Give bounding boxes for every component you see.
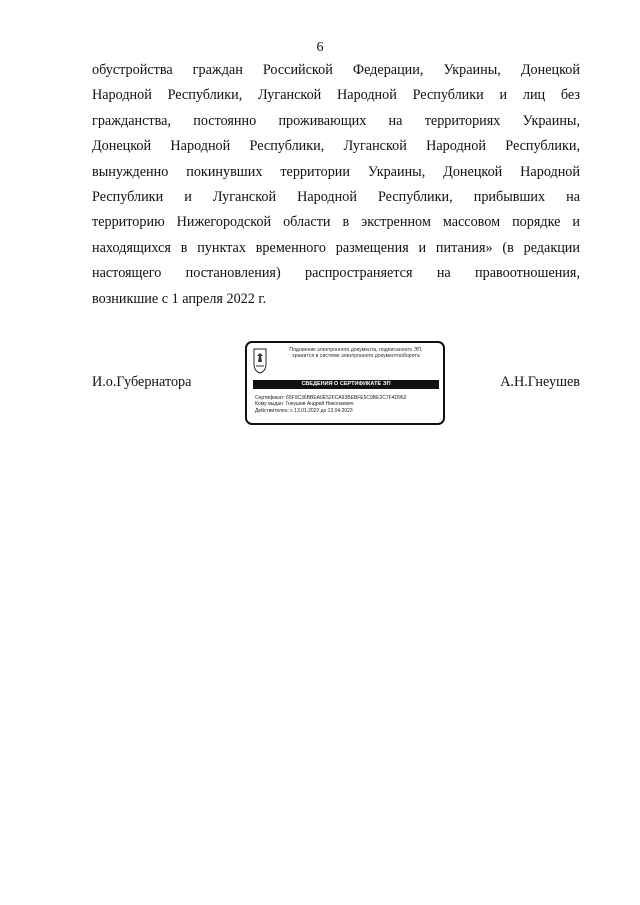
stamp-header-line: Подлинник электронного документа, подписанного ЭП, (289, 347, 423, 353)
signatory-position: И.о.Губернатора (92, 374, 192, 390)
stamp-details (255, 395, 441, 414)
issued-to-label: Кому выдан: (255, 401, 285, 408)
page-number: 6 (316, 40, 324, 55)
body-line: Народной Республики, Луганской Народной Республики и лиц без (92, 87, 580, 104)
validity-row: Действителен: с 13.01.2022 до 13.04.2023 (255, 407, 353, 414)
body-line: гражданства, постоянно проживающих на территориях Украины, (92, 112, 580, 129)
stamp-title: СВЕДЕНИЯ О СЕРТИФИКАТЕ ЭП (253, 380, 439, 389)
body-line: Республики и Луганской Народной Республики, прибывших на (92, 189, 580, 206)
certificate-value: 65F9C36BBEA0E52FCA93BEBFE5C9BE2C7F4D962 (286, 395, 407, 401)
issued-to-value: Гнеушев Андрей Николаевич (285, 401, 354, 408)
body-line: настоящего постановления) распространяется на правоотношения, (92, 265, 580, 282)
body-line: находящихся в пунктах временного размещения и питания» (в редакции (92, 239, 580, 256)
stamp-header (271, 347, 441, 359)
body-line: возникшие с 1 апреля 2022 г. (92, 290, 267, 307)
body-line: Донецкой Народной Республики, Луганской Народной Республики, (92, 138, 580, 155)
stamp-header-line: хранится в системе электронного документооборота (292, 353, 420, 359)
signatory-name: А.Н.Гнеушев (500, 374, 580, 390)
body-line: территорию Нижегородской области в экстренном массовом порядке и (92, 214, 580, 231)
electronic-signature-stamp (245, 341, 445, 425)
body-line: вынужденно покинувших территории Украины, Донецкой Народной (92, 163, 580, 180)
body-line: обустройства граждан Российской Федерации, Украины, Донецкой (92, 62, 580, 78)
body-text (92, 58, 580, 312)
coat-of-arms-icon (253, 348, 267, 374)
certificate-label: Сертификат: (255, 395, 285, 401)
